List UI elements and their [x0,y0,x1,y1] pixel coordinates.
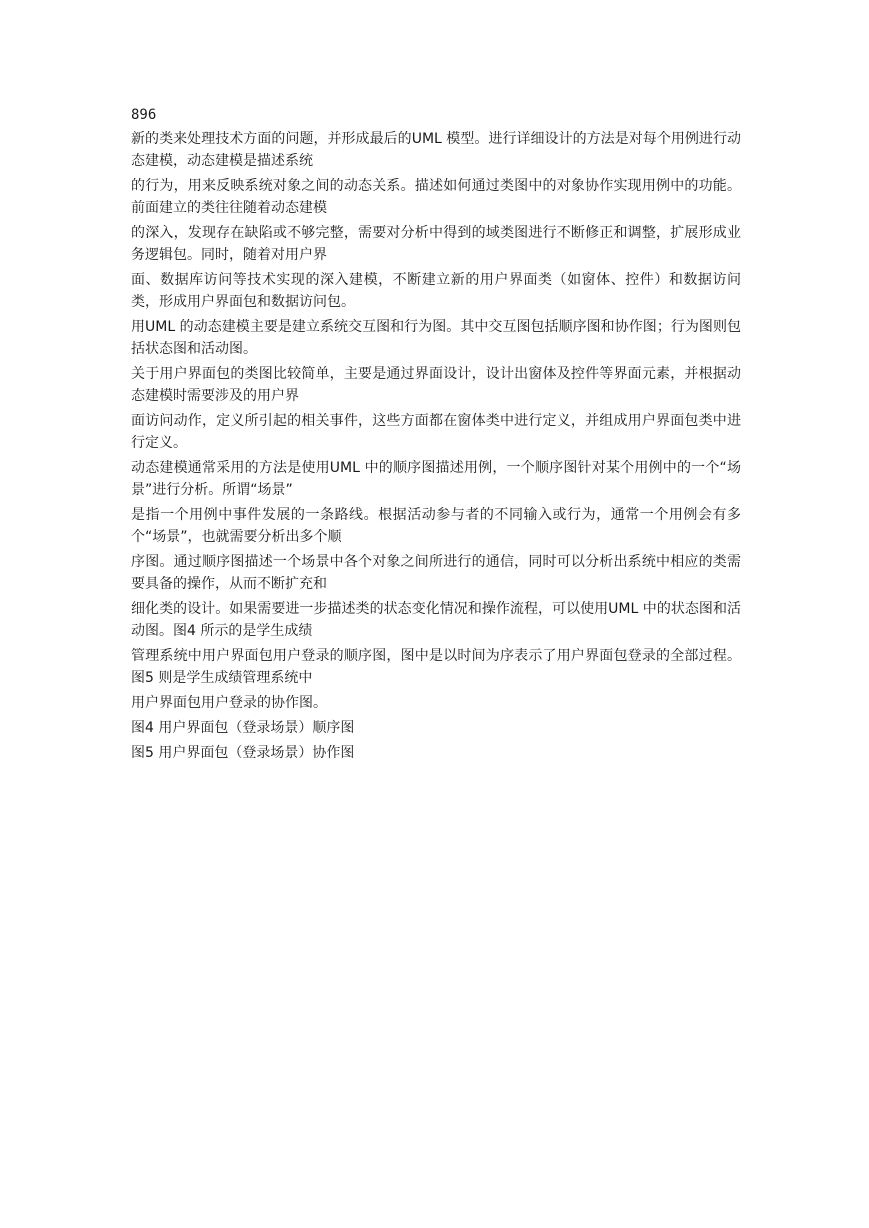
paragraph-line: 面访问动作，定义所引起的相关事件，这些方面都在窗体类中进行定义，并组成用户界面包类中进行定义。 [131,413,741,451]
paragraph-line: 是指一个用例中事件发展的一条路线。根据活动参与者的不同输入或行为，通常一个用例会有多个“场景”，也就需要分析出多个顺 [131,507,741,545]
caption-line: 图4 用户界面包（登录场景）顺序图 [131,720,355,736]
paragraph-line: 管理系统中用户界面包用户登录的顺序图，图中是以时间为序表示了用户界面包登录的全部过程。图5 则是学生成绩管理系统中 [131,648,741,686]
paragraph-12 [131,645,741,689]
paragraph-line: 的行为，用来反映系统对象之间的动态关系。描述如何通过类图中的对象协作实现用例中的功能。前面建立的类往往随着动态建模 [131,178,741,216]
figure-caption-4 [131,717,741,739]
paragraph-10 [131,551,741,595]
paragraph-line: 新的类来处理技术方面的问题，并形成最后的UML 模型。进行详细设计的方法是对每个用例进行动态建模，动态建模是描述系统 [131,131,741,169]
paragraph-line: 细化类的设计。如果需要进一步描述类的状态变化情况和操作流程，可以使用UML 中的状态图和活动图。图4 所示的是学生成绩 [131,601,741,639]
paragraph-line: 动态建模通常采用的方法是使用UML 中的顺序图描述用例，一个顺序图针对某个用例中的一个“场景”进行分析。所谓“场景” [131,460,741,498]
paragraph-11 [131,598,741,642]
figure-caption-5 [131,742,741,764]
paragraph-line: 面、数据库访问等技术实现的深入建模，不断建立新的用户界面类（如窗体、控件）和数据访问类，形成用户界面包和数据访问包。 [131,272,741,310]
paragraph-1 [131,128,741,172]
paragraph-9 [131,504,741,548]
paragraph-4 [131,269,741,313]
paragraph-13 [131,692,741,714]
paragraph-line: 用户界面包用户登录的协作图。 [131,695,327,711]
paragraph-2 [131,175,741,219]
paragraph-line: 用UML 的动态建模主要是建立系统交互图和行为图。其中交互图包括顺序图和协作图；行为图则包括状态图和活动图。 [131,319,741,357]
page-number: 896 [131,107,157,123]
paragraph-7 [131,410,741,454]
caption-line: 图5 用户界面包（登录场景）协作图 [131,745,355,761]
document-page [131,104,741,767]
paragraph-line: 的深入，发现存在缺陷或不够完整，需要对分析中得到的域类图进行不断修正和调整，扩展形成业务逻辑包。同时，随着对用户界 [131,225,741,263]
paragraph-line: 关于用户界面包的类图比较简单，主要是通过界面设计，设计出窗体及控件等界面元素，并根据动态建模时需要涉及的用户界 [131,366,741,404]
paragraph-3 [131,222,741,266]
paragraph-8 [131,457,741,501]
paragraph-6 [131,363,741,407]
paragraph-line: 序图。通过顺序图描述一个场景中各个对象之间所进行的通信，同时可以分析出系统中相应的类需要具备的操作，从而不断扩充和 [131,554,741,592]
paragraph-5 [131,316,741,360]
